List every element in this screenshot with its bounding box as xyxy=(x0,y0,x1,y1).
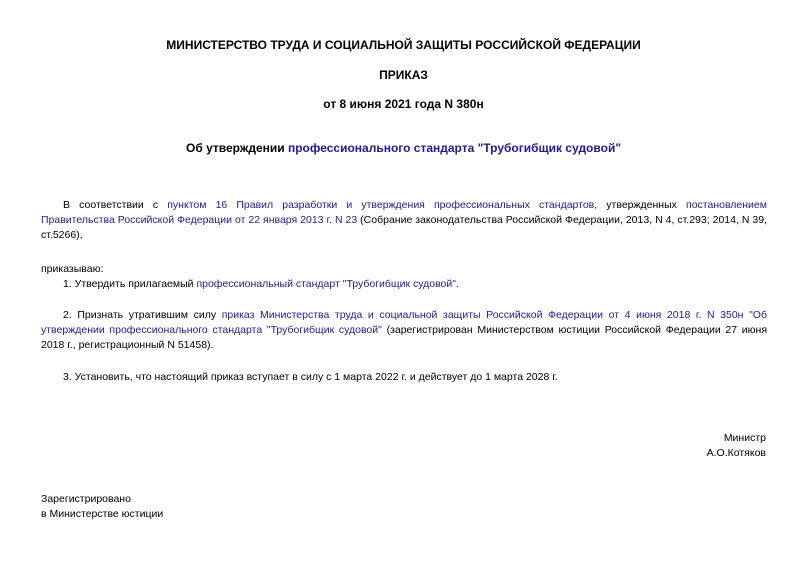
registration-line-2: в Министерстве юстиции xyxy=(41,508,164,520)
doc-type-heading: ПРИКАЗ xyxy=(379,68,428,82)
item-2-text-2: (зарегистрирован Министерством юстиции Российской Федерации 27 июня 2018 г., регистрационный N 51458). xyxy=(41,324,768,351)
standard-link[interactable]: профессиональный стандарт "Трубогибщик судовой" xyxy=(196,278,456,290)
item-3-paragraph xyxy=(41,370,767,385)
item-2-paragraph xyxy=(41,308,767,353)
document-title xyxy=(0,140,807,156)
title-standard-link[interactable]: профессионального стандарта "Трубогибщик судовой" xyxy=(287,141,622,155)
registration-line-1: Зарегистрировано xyxy=(41,493,131,505)
date-number-heading: от 8 июня 2021 года N 380н xyxy=(323,97,484,111)
item-2-text-1: 2. Признать утратившим силу xyxy=(63,309,222,321)
rules-link[interactable]: пунктом 16 Правил разработки и утверждения профессиональных стандартов xyxy=(167,199,595,211)
title-prefix: Об утверждении xyxy=(185,141,288,155)
preamble-text-2: , утвержденных xyxy=(594,199,687,211)
ministry-heading: МИНИСТЕРСТВО ТРУДА И СОЦИАЛЬНОЙ ЗАЩИТЫ РОССИЙСКОЙ ФЕДЕРАЦИИ xyxy=(166,38,641,52)
item-1-text-1: 1. Утвердить прилагаемый xyxy=(63,278,197,290)
preamble-text-1: В соответствии с xyxy=(63,199,168,211)
item-1-paragraph xyxy=(41,277,767,292)
order-word: приказываю: xyxy=(41,263,104,275)
preamble-text-3: (Собрание законодательства Российской Федерации, 2013, N 4, ст.293; 2014, N 39, ст.5266), xyxy=(41,214,768,241)
preamble-paragraph xyxy=(41,198,767,243)
signature-name: А.О.Котяков xyxy=(706,447,766,459)
signature-block xyxy=(707,431,766,461)
government-decree-link[interactable]: постановлением Правительства Российской Федерации от 22 января 2013 г. N 23 xyxy=(41,199,767,226)
previous-order-link[interactable]: приказ Министерства труда и социальной защиты Российской Федерации от 4 июня 2018 г. N 350н "Об утверждении профессионального стандарта "Трубогибщик судовой" xyxy=(41,309,767,336)
item-3-text-1: 3. Установить, что настоящий приказ вступает в силу с 1 марта 2022 г. и действует до 1 марта 2028 г. xyxy=(63,371,558,383)
signature-position: Министр xyxy=(723,432,766,444)
registration-block xyxy=(41,492,163,522)
item-1-text-2: . xyxy=(455,278,459,290)
